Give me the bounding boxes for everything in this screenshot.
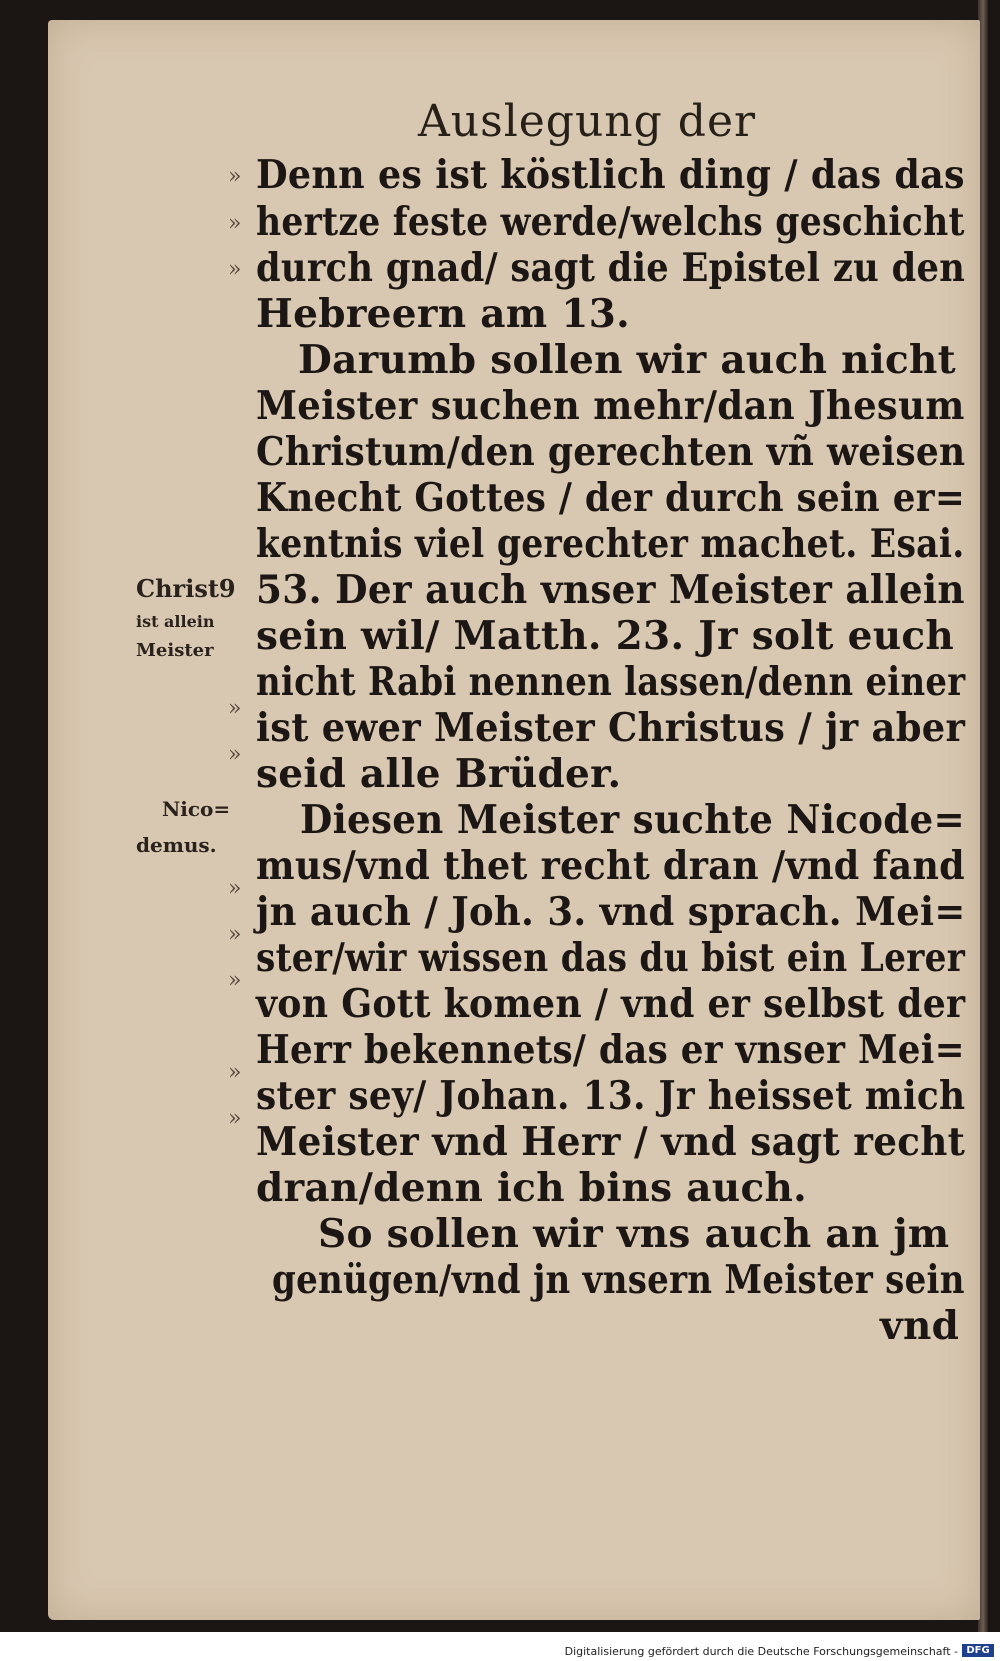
text-line: Herr bekennets/ das er vnser Mei= [256,1027,965,1073]
text-line: Knecht Gottes / der durch sein er= [256,475,966,521]
text-line: Darumb sollen wir auch nicht [298,337,956,383]
quote-mark: » [228,164,242,189]
text-line: ist ewer Meister Christus / jr aber [256,705,966,751]
quote-mark: » [228,876,242,901]
dfg-logo: DFG [962,1644,994,1657]
text-line: ster/wir wissen das du bist ein Lerer [256,935,966,981]
marginal-note: demus. [136,833,217,857]
text-line: von Gott komen / vnd er selbst der [256,981,966,1027]
text-line: vnd [880,1303,960,1349]
quote-mark: » [228,922,242,947]
quote-mark: » [228,1060,242,1085]
marginal-note: Meister [136,640,214,661]
text-line: Meister suchen mehr/dan Jhesum [256,383,965,429]
quote-mark: » [228,211,242,236]
text-line: nicht Rabi nennen lassen/denn einer [256,659,966,705]
marginal-note: Nico= [162,797,231,821]
footer-credit: Digitalisierung gefördert durch die Deutsche Forschungsgemeinschaft - [564,1645,958,1658]
quote-mark: » [228,968,242,993]
text-line: sein wil/ Matth. 23. Jr solt euch [256,613,955,659]
text-line: Hebreern am 13. [256,291,631,337]
text-line: kentnis viel gerechter machet. Esai. [256,521,965,567]
text-line: Meister vnd Herr / vnd sagt recht [256,1119,966,1165]
text-line: 53. Der auch vnser Meister allein [256,567,965,613]
running-head: Auslegung der [418,96,757,147]
text-line: Diesen Meister suchte Nicode= [300,797,966,843]
text-line: Christum/den gerechten vñ weisen [256,429,966,475]
quote-mark: » [228,742,242,767]
marginal-note: ist allein [136,612,215,631]
quote-mark: » [228,257,242,282]
text-line: hertze feste werde/welchs geschicht [256,199,965,245]
text-line: genügen/vnd jn vnsern Meister sein [272,1257,965,1303]
quote-mark: » [228,1106,242,1131]
text-line: mus/vnd thet recht dran /vnd fand [256,843,965,889]
text-line: So sollen wir vns auch an jm [318,1211,950,1257]
text-line: ster sey/ Johan. 13. Jr heisset mich [256,1073,966,1119]
text-line: seid alle Brüder. [256,751,622,797]
text-line: dran/denn ich bins auch. [256,1165,808,1211]
marginal-note: Christ9 [136,574,236,603]
digitization-footer [0,1642,1000,1661]
text-line: jn auch / Joh. 3. vnd sprach. Mei= [256,889,966,935]
text-line: durch gnad/ sagt die Epistel zu den [256,245,966,291]
text-line: Denn es ist köstlich ding / das das [256,152,965,198]
quote-mark: » [228,696,242,721]
